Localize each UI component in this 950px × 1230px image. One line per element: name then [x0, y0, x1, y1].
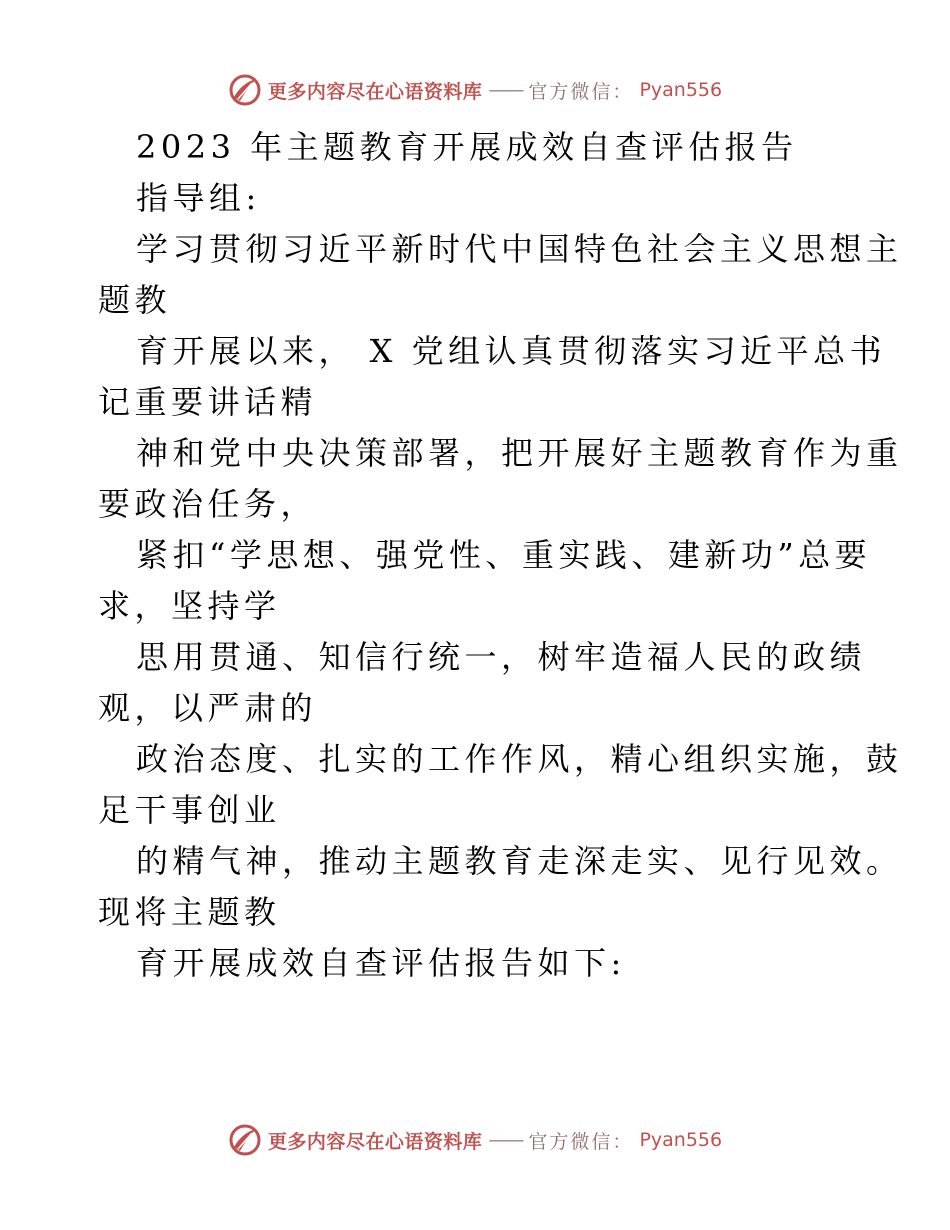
document-line: 求，坚持学 [98, 587, 281, 625]
pen-logo-icon [228, 1123, 262, 1157]
document-line: 记重要讲话精 [98, 383, 318, 421]
document-line: 要政治任务， [98, 485, 318, 523]
document-line: 指导组: [136, 179, 261, 217]
banner-separator: —— [488, 1129, 523, 1151]
document-line: 题教 [98, 281, 172, 319]
wechat-label: 官方微信： [528, 1130, 634, 1153]
document-line: 学习贯彻习近平新时代中国特色社会主义思想主 [136, 230, 903, 268]
document-line: 政治态度、扎实的工作作风，精心组织实施，鼓 [136, 740, 903, 778]
footer-banner [0, 1120, 950, 1160]
document-line: 育开展成效自查评估报告如下: [136, 944, 626, 982]
wechat-id: Pyan556 [639, 1129, 723, 1151]
site-name: 更多内容尽在心语资料库 [267, 1130, 483, 1153]
banner-separator: —— [488, 79, 523, 101]
document-line: 足干事创业 [98, 791, 281, 829]
document-line: 2023 年主题教育开展成效自查评估报告 [136, 128, 798, 166]
document-line: 观，以严肃的 [98, 689, 318, 727]
document-line: 育开展以来， X 党组认真贯彻落实习近平总书 [136, 332, 887, 370]
site-name: 更多内容尽在心语资料库 [267, 80, 483, 103]
document-line: 的精气神，推动主题教育走深走实、见行见效。 [136, 842, 903, 880]
document-line: 紧扣“学思想、强党性、重实践、建新功”总要 [136, 536, 872, 574]
document-line: 现将主题教 [98, 893, 281, 931]
header-banner [0, 70, 950, 110]
document-line: 思用贯通、知信行统一，树牢造福人民的政绩 [136, 638, 867, 676]
pen-logo-icon [228, 73, 262, 107]
document-body [98, 122, 903, 989]
wechat-label: 官方微信： [528, 80, 634, 103]
wechat-id: Pyan556 [639, 79, 723, 101]
document-line: 神和党中央决策部署，把开展好主题教育作为重 [136, 434, 903, 472]
